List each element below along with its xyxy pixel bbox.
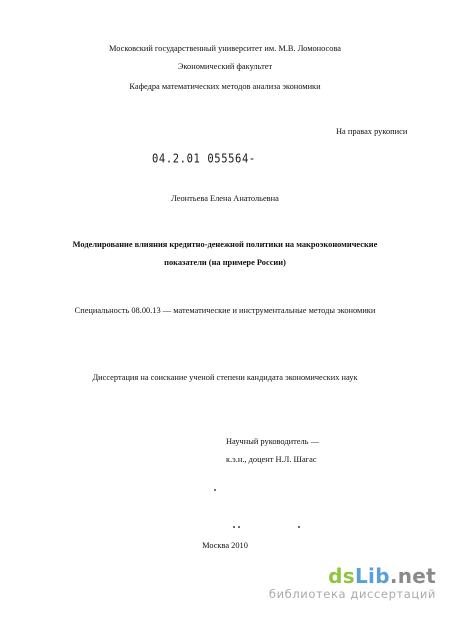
university-name: Московский государственный университет им. М.В. Ломоносова bbox=[108, 44, 342, 53]
specialty: Специальность 08.00.13 — математические и инструментальные методы экономики bbox=[74, 306, 376, 315]
scan-speck bbox=[238, 526, 240, 528]
scan-speck bbox=[298, 526, 300, 528]
place-and-year: Москва 2010 bbox=[202, 541, 248, 550]
degree-statement: Диссертация на соискание ученой степени кандидата экономических наук bbox=[92, 373, 358, 382]
author-name: Леонтьева Елена Анатольевна bbox=[171, 194, 279, 203]
department-name: Кафедра математических методов анализа экономики bbox=[129, 82, 321, 91]
scan-speck bbox=[233, 526, 235, 528]
manuscript-note: На правах рукописи bbox=[336, 127, 408, 136]
scan-speck bbox=[214, 489, 216, 491]
faculty-name: Экономический факультет bbox=[177, 62, 273, 71]
library-stamp: 04.2.01 055564- bbox=[152, 152, 256, 166]
supervisor-label: Научный руководитель — bbox=[226, 437, 319, 446]
supervisor-name: к.э.н., доцент Н.Л. Шагас bbox=[226, 455, 317, 464]
dslib-subtitle: библиотека диссертаций bbox=[268, 587, 436, 601]
dissertation-title-line-2: показатели (на примере России) bbox=[164, 258, 286, 267]
dslib-logo: dsLib.net bbox=[328, 564, 436, 588]
dissertation-title-line-1: Моделирование влияния кредитно-денежной политики на макроэкономические bbox=[72, 240, 378, 249]
dslib-watermark bbox=[256, 565, 436, 601]
